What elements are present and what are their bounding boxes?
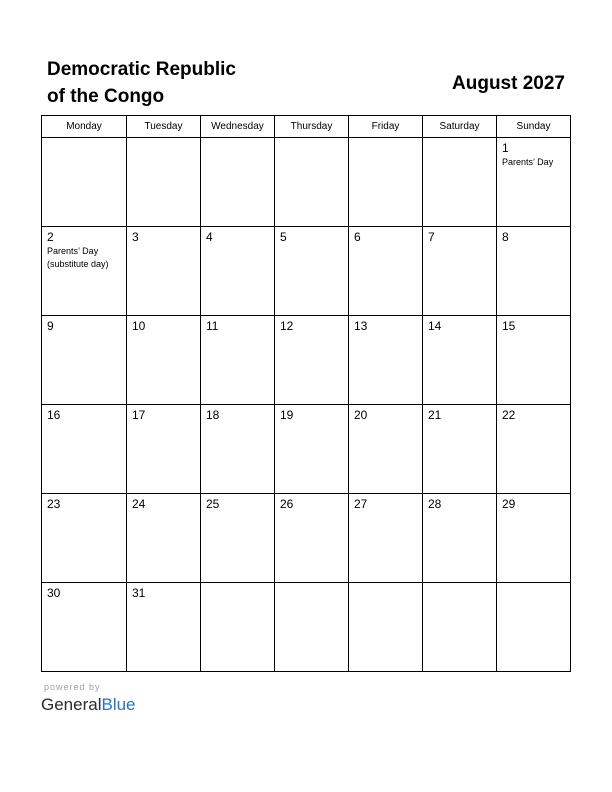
day-number: 19 — [280, 408, 294, 422]
day-cell — [127, 494, 201, 583]
day-number: 17 — [132, 408, 146, 422]
empty-day-cell — [349, 138, 423, 227]
weekday-header: Thursday — [275, 116, 349, 138]
day-cell — [423, 405, 497, 494]
generalblue-logo — [41, 695, 136, 715]
day-number: 4 — [206, 230, 213, 244]
day-number: 12 — [280, 319, 294, 333]
week-row — [42, 405, 571, 494]
day-cell — [42, 583, 127, 672]
week-row — [42, 494, 571, 583]
weekday-header: Friday — [349, 116, 423, 138]
day-number: 14 — [428, 319, 442, 333]
day-cell — [275, 316, 349, 405]
day-number: 29 — [502, 497, 516, 511]
day-cell — [201, 316, 275, 405]
empty-day-cell — [127, 138, 201, 227]
day-number: 24 — [132, 497, 146, 511]
day-number: 31 — [132, 586, 146, 600]
calendar-grid — [41, 115, 571, 672]
day-cell — [42, 494, 127, 583]
day-cell — [127, 316, 201, 405]
day-cell — [42, 405, 127, 494]
day-number: 23 — [47, 497, 61, 511]
day-number: 21 — [428, 408, 442, 422]
weekday-header: Saturday — [423, 116, 497, 138]
day-cell — [497, 316, 571, 405]
powered-by-label: powered by — [44, 682, 101, 692]
day-cell — [423, 316, 497, 405]
day-number: 22 — [502, 408, 516, 422]
day-number: 5 — [280, 230, 287, 244]
footer-branding — [41, 681, 136, 715]
day-number: 26 — [280, 497, 294, 511]
day-cell — [497, 494, 571, 583]
empty-day-cell — [423, 138, 497, 227]
day-number: 7 — [428, 230, 435, 244]
day-cell — [497, 227, 571, 316]
weekday-header: Sunday — [497, 116, 571, 138]
day-cell — [275, 494, 349, 583]
day-cell — [349, 227, 423, 316]
day-number: 2 — [47, 230, 54, 244]
day-number: 13 — [354, 319, 368, 333]
empty-day-cell — [201, 583, 275, 672]
empty-day-cell — [349, 583, 423, 672]
day-cell — [349, 316, 423, 405]
day-cell — [275, 227, 349, 316]
day-number: 10 — [132, 319, 146, 333]
day-cell — [201, 494, 275, 583]
empty-day-cell — [497, 583, 571, 672]
day-number: 16 — [47, 408, 61, 422]
day-cell — [127, 583, 201, 672]
day-cell — [42, 227, 127, 316]
day-number: 20 — [354, 408, 368, 422]
day-number: 30 — [47, 586, 61, 600]
weekday-header-row — [42, 116, 571, 138]
day-number: 18 — [206, 408, 220, 422]
week-row — [42, 138, 571, 227]
month-year-title: August 2027 — [452, 73, 565, 94]
day-cell — [423, 494, 497, 583]
day-cell — [127, 227, 201, 316]
day-cell — [349, 494, 423, 583]
empty-day-cell — [42, 138, 127, 227]
day-number: 8 — [502, 230, 509, 244]
brand-blue-text: Blue — [101, 695, 136, 714]
day-cell — [275, 405, 349, 494]
day-cell — [497, 405, 571, 494]
empty-day-cell — [201, 138, 275, 227]
country-line-1: Democratic Republic — [47, 59, 236, 80]
day-number: 28 — [428, 497, 442, 511]
week-row — [42, 316, 571, 405]
weekday-header: Tuesday — [127, 116, 201, 138]
day-number: 25 — [206, 497, 220, 511]
holiday-label: Parents’ Day — [47, 246, 99, 256]
day-cell — [42, 316, 127, 405]
empty-day-cell — [275, 138, 349, 227]
day-cell — [423, 227, 497, 316]
day-number: 15 — [502, 319, 516, 333]
day-cell — [201, 227, 275, 316]
country-line-2: of the Congo — [47, 86, 165, 107]
week-row — [42, 227, 571, 316]
day-number: 9 — [47, 319, 54, 333]
day-number: 6 — [354, 230, 361, 244]
day-cell — [349, 405, 423, 494]
day-number: 3 — [132, 230, 139, 244]
weekday-header: Wednesday — [201, 116, 275, 138]
day-cell — [201, 405, 275, 494]
week-row — [42, 583, 571, 672]
day-number: 1 — [502, 141, 509, 155]
day-cell — [127, 405, 201, 494]
weekday-header: Monday — [42, 116, 127, 138]
holiday-label: (substitute day) — [47, 259, 109, 269]
holiday-label: Parents’ Day — [502, 157, 554, 167]
empty-day-cell — [423, 583, 497, 672]
day-cell — [497, 138, 571, 227]
brand-general-text: General — [41, 695, 102, 714]
day-number: 27 — [354, 497, 368, 511]
empty-day-cell — [275, 583, 349, 672]
day-number: 11 — [206, 319, 219, 333]
calendar-country-title — [47, 56, 287, 110]
